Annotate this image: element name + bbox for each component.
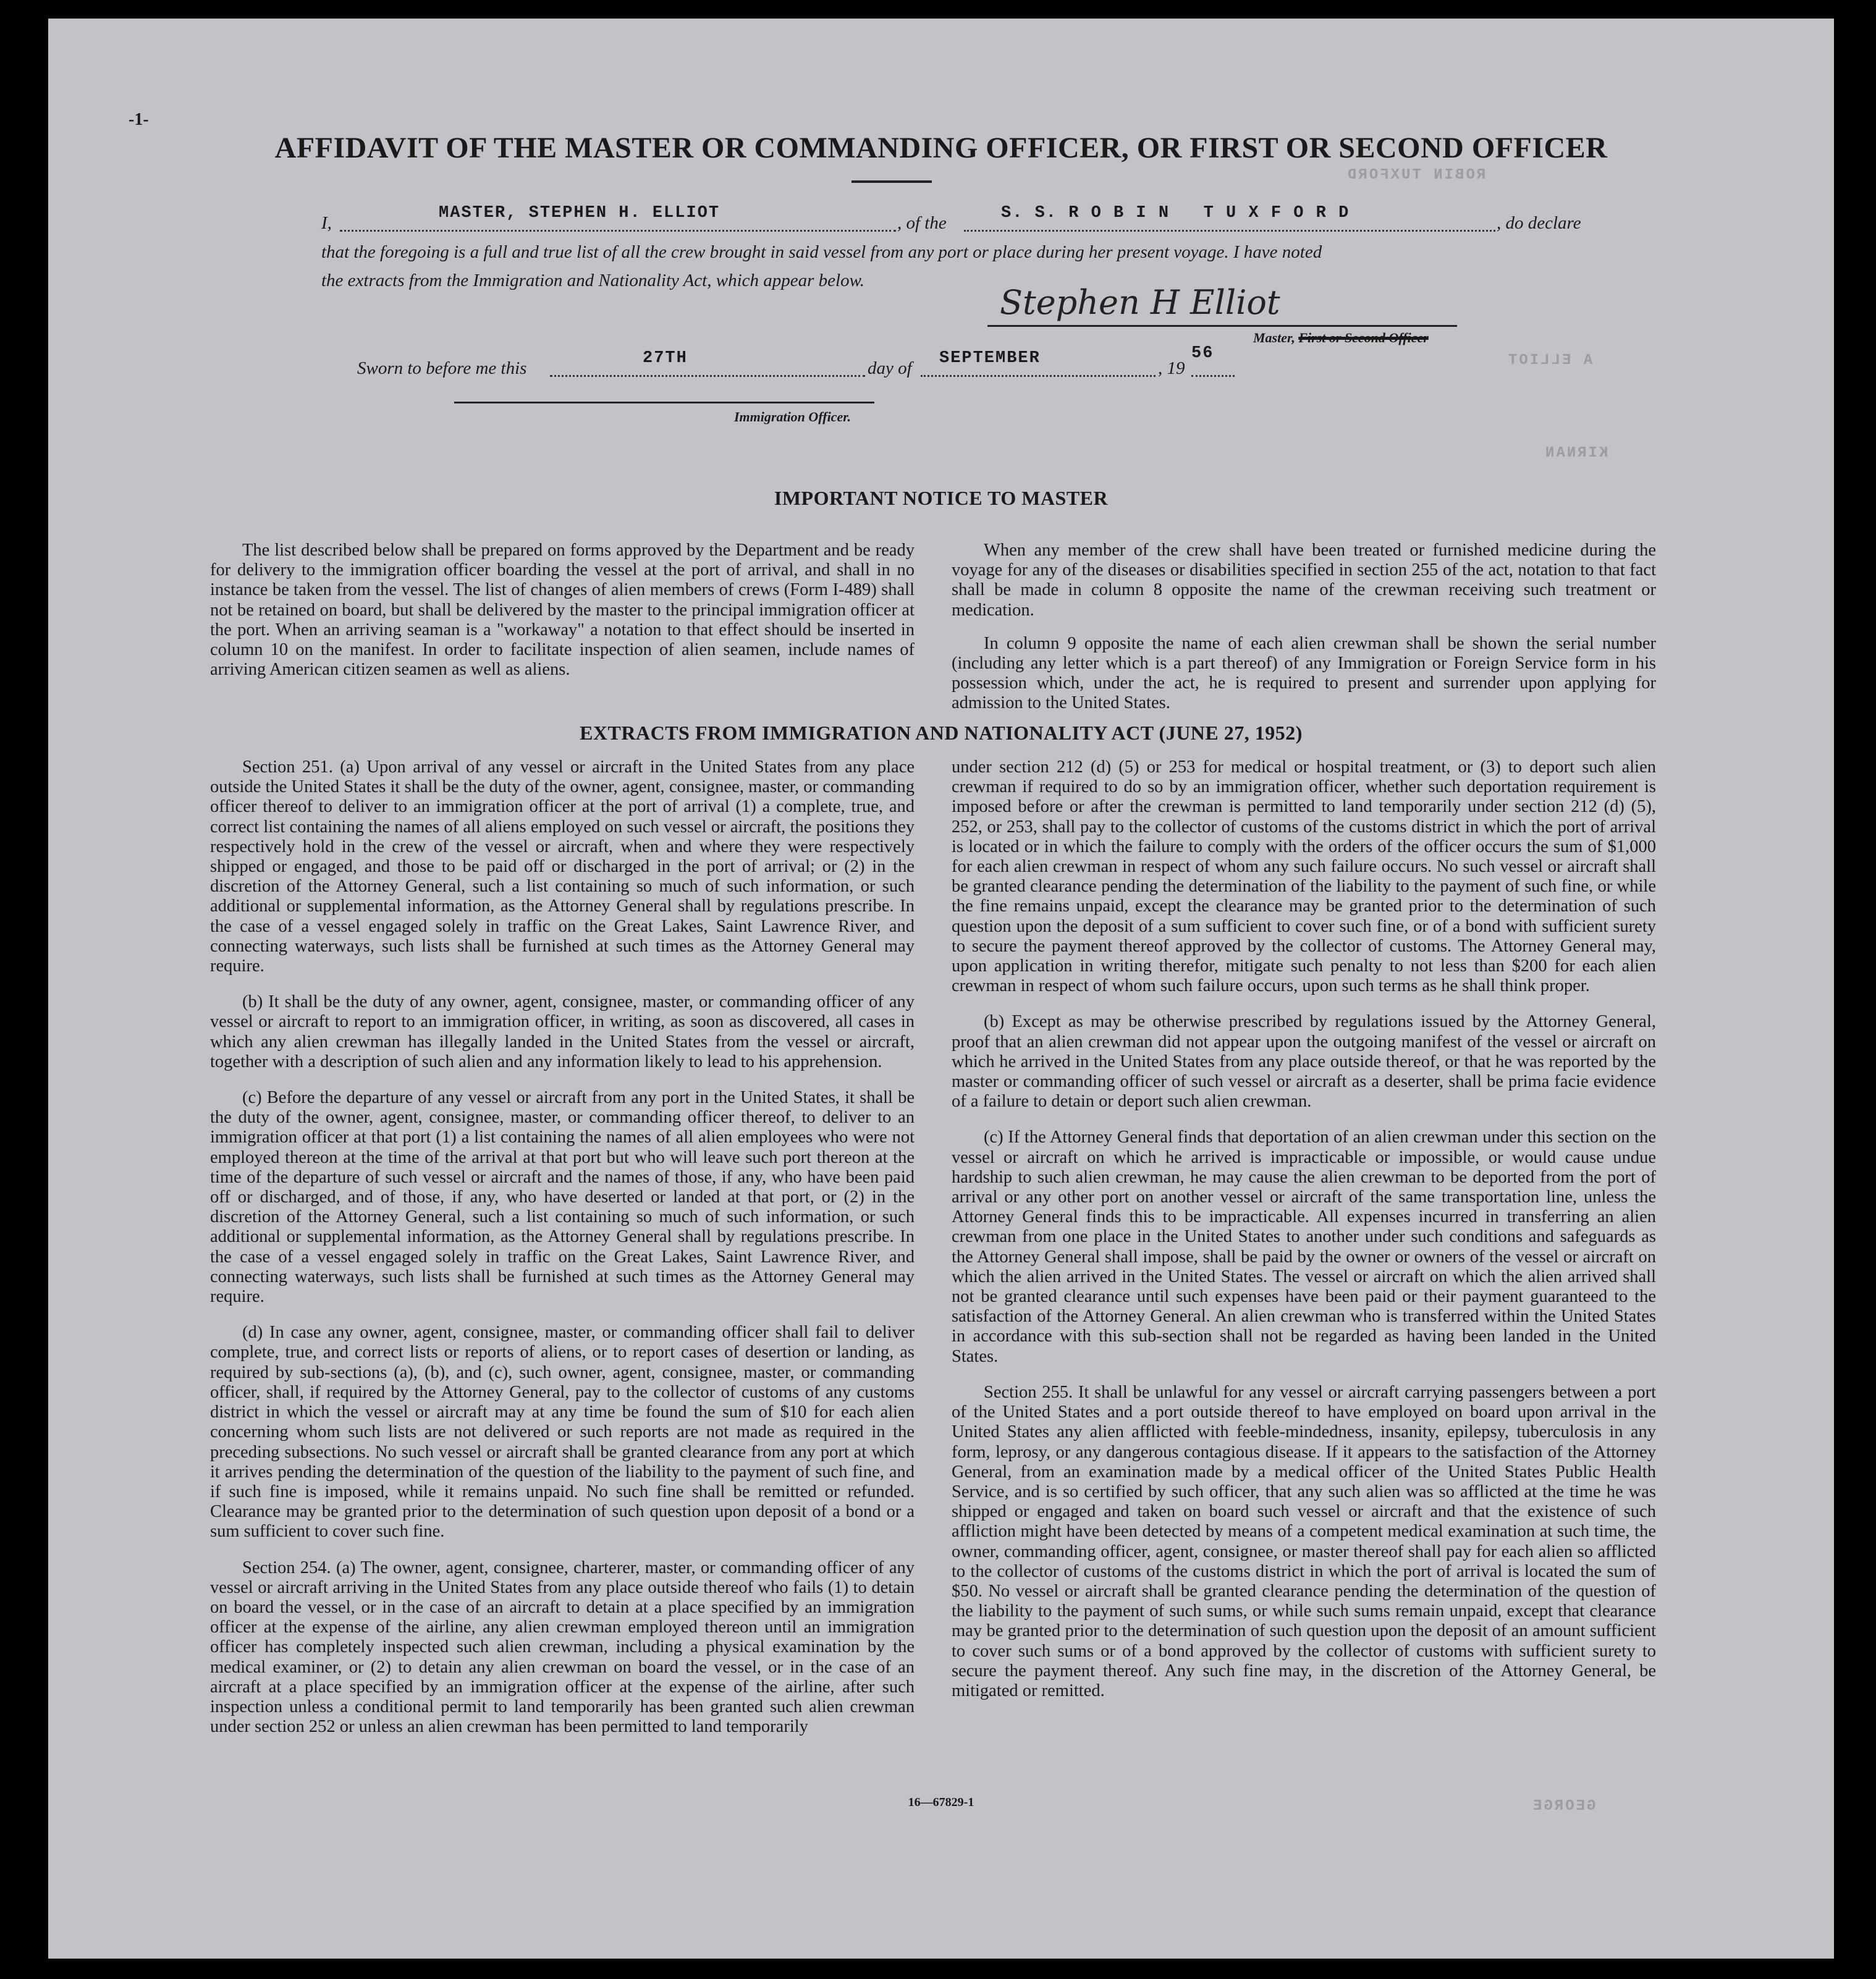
of-the-label: , of the	[897, 213, 947, 233]
section-254c: (c) If the Attorney General finds that deportation of an alien crewman under this section on the vessel or aircraft on which he arrived is impracticable or impossible, or would cause undue hardship to such alien crewman, he may cause the alien crewman to be deported from the port of arrival or any other port on another vessel or aircraft of the same transportation line, unless the Attorney General finds this to be impracticable. All expenses incurred in transferring an alien crewman from one place in the United States to another under such conditions and safeguards as the Attorney General shall impose, shall be paid by the owner or owners of the vessel or aircraft on which the alien arrived in the United States. The vessel or aircraft on which the alien arrived shall not be granted clearance until such expenses have been paid or their payment guaranteed to the satisfaction of the Attorney General. An alien crewman who is transferred within the United States in accordance with this sub-section shall not be regarded as having been landed in the United States.	[952, 1128, 1656, 1366]
section-251b: (b) It shall be the duty of any owner, agent, consignee, master, or commanding officer of any vessel or aircraft to report to an immigration officer, in writing, as soon as discovered, all cases in which any alien crewman has illegally landed in the United States from the vessel or aircraft, together with a description of such alien and any information likely to lead to his apprehension.	[210, 992, 915, 1071]
sworn-day-field	[550, 349, 865, 377]
master-name: MASTER, STEPHEN H. ELLIOT	[439, 204, 720, 222]
master-signature: Stephen H Elliot	[1000, 283, 1280, 322]
extracts-right-column	[952, 757, 1656, 1717]
section-251c: (c) Before the departure of any vessel or aircraft from any port in the United States, it shall be the duty of the owner, agent, consignee, master, or commanding officer thereof, to deliver to an immigration officer at that port (1) a list containing the names of all alien employees who were not employed thereon at the time of the arrival at that port but who will leave such port thereon at the time of the departure of such vessel or aircraft and the names of those, if any, who have been paid off or discharged, and of those, if any, who have deserted or landed at that port, or (2) in the discretion of the Attorney General, such a list containing so much of such information, or such additional or supplemental information, as the Attorney General shall by regulations prescribe. In the case of a vessel engaged solely in traffic on the Great Lakes, Saint Lawrence River, and connecting waterways, such lists shall be furnished at such times as the Attorney General may require.	[210, 1088, 915, 1307]
i-label: I,	[321, 213, 332, 233]
affidavit-line-2: that the foregoing is a full and true list of all the crew brought in said vessel from any port or place during her present voyage. I have noted	[321, 242, 1322, 262]
vessel-name-field	[964, 204, 1495, 232]
do-declare-label: , do declare	[1497, 213, 1581, 233]
struck-officer-caption: First or Second Officer	[1298, 330, 1429, 345]
notice-left-column	[210, 541, 915, 693]
master-name-field	[340, 204, 896, 232]
bleed-through-text: A ELLIOT	[1506, 352, 1593, 369]
affidavit-line-3: the extracts from the Immigration and Nationality Act, which appear below.	[321, 271, 865, 290]
signature-line	[987, 325, 1457, 327]
section-255: Section 255. It shall be unlawful for any vessel or aircraft carrying passengers between a port of the United States and a port outside thereof to have employed on board upon arrival in the United States any alien afflicted with feeble-mindedness, insanity, epilepsy, tuberculosis in any form, leprosy, or any dangerous contagious disease. If it appears to the satisfaction of the Attorney General, from an examination made by a medical officer of the United States Public Health Service, and is so certified by such officer, that any such alien was so afflicted at the time he was shipped or engaged and taken on board such vessel or aircraft and that the existence of such affliction might have been detected by means of a competent medical examination at such time, the owner, commanding officer, agent, consignee, or master thereof shall pay for each alien so afflicted to the collector of customs of the customs district in which the port of arrival is located the sum of $50. No vessel or aircraft shall be granted clearance pending the determination of the question of the liability to the payment of such sums, or while such sums remain unpaid, except that clearance may be granted prior to the determination of such question upon the deposit of an amount sufficient to cover such sums or of a bond approved by the collector of customs with sufficient surety to secure the payment thereof. Any such fine may, in the discretion of the Attorney General, be mitigated or remitted.	[952, 1382, 1656, 1700]
section-251a: Section 251. (a) Upon arrival of any vessel or aircraft in the United States from any place outside the United States it shall be the duty of the owner, agent, consignee, master, or commanding officer thereof to deliver to an immigration officer at the port of arrival (1) a complete, true, and correct list containing the names of all aliens employed on such vessel or aircraft, the positions they respectively hold in the crew of the vessel or aircraft, when and where they were respectively shipped or engaged, and those to be paid off or discharged in the port of arrival; or (2) in the discretion of the Attorney General, such a list containing so much of such information, or such additional or supplemental information, as the Attorney General shall by regulations prescribe. In the case of a vessel engaged solely in traffic on the Great Lakes, Saint Lawrence River, and connecting waterways, such lists shall be furnished at such times as the Attorney General may require.	[210, 757, 915, 976]
affidavit-title: AFFIDAVIT OF THE MASTER OR COMMANDING OFFICER, OR FIRST OR SECOND OFFICER	[274, 132, 1608, 164]
bleed-through-text: GEORGE	[1531, 1798, 1596, 1815]
sworn-day: 27TH	[643, 349, 688, 368]
vessel-name: S. S. R O B I N T U X F O R D	[1001, 204, 1350, 222]
immigration-officer-line	[454, 402, 874, 403]
title-rule	[851, 180, 932, 183]
section-254a: Section 254. (a) The owner, agent, consignee, charterer, master, or commanding officer of any vessel or aircraft arriving in the United States from any place outside thereof who fails (1) to detain on board the vessel, or in the case of an aircraft to detain at a place specified by an immigration officer at the expense of the airline, any alien crewman employed thereon until an immigration officer has completely inspected such alien crewman, including a physical examination by the medical examiner, or (2) to detain any alien crewman on board the vessel, or in the case of an aircraft at a place specified by an immigration officer at the expense of the airline, after such inspection unless a conditional permit to land temporarily has been granted such alien crewman under section 252 or unless an alien crewman has been permitted to land temporarily	[210, 1558, 915, 1737]
extracts-heading: EXTRACTS FROM IMMIGRATION AND NATIONALITY ACT (JUNE 27, 1952)	[580, 722, 1303, 744]
section-251d: (d) In case any owner, agent, consignee, master, or commanding officer shall fail to deliver complete, true, and correct lists or reports of aliens, or to report cases of desertion or landing, as required by sub-sections (a), (b), and (c), such owner, agent, consignee, master, or commanding officer, shall, if required by the Attorney General, pay to the collector of customs of any customs district in which the vessel or aircraft may at any time be found the sum of $10 for each alien concerning whom such lists are not delivered or such reports are not made as required in the preceding subsections. No such vessel or aircraft shall be granted clearance from any port at which it arrives pending the determination of the question of the liability to the payment of such fine, and if such fine is imposed, while it remains unpaid. No such fine shall be remitted or refunded. Clearance may be granted prior to the determination of such question upon deposit of a bond or a sum sufficient to cover such fine.	[210, 1323, 915, 1542]
year-prefix: , 19	[1158, 358, 1185, 378]
form-code: 16—67829-1	[908, 1795, 974, 1809]
notice-heading: IMPORTANT NOTICE TO MASTER	[774, 487, 1109, 509]
day-of-label: day of	[868, 358, 912, 378]
section-254a-continued: under section 212 (d) (5) or 253 for medical or hospital treatment, or (3) to deport such alien crewman if required to do so by an immigration officer, whether such deportation requirement is imposed before or after the crewman is permitted to land temporarily under section 212 (d) (5), 252, or 253, shall pay to the collector of customs of the customs district in which the port of arrival is located or in which the failure to comply with the orders of the officer occurs the sum of $1,000 for each alien crewman in respect of whom any such failure occurs. No such vessel or aircraft shall be granted clearance pending the determination of the liability to the payment of such fine, or while the fine remains unpaid, except the clearance may be granted prior to the determination of such question upon the deposit of a sum sufficient to cover such fine, or of a bond with sufficient surety to secure the payment thereof approved by the collector of customs. The Attorney General may, upon application in writing therefor, mitigate such penalty to not less than $200 for each alien crewman in respect of whom such failure occurs, upon such terms as he shall think proper.	[952, 757, 1656, 996]
immigration-officer-caption: Immigration Officer.	[734, 409, 851, 424]
sworn-month-field	[921, 349, 1156, 377]
bleed-through-text: KIRNAN	[1544, 445, 1608, 462]
notice-paragraph: In column 9 opposite the name of each alien crewman shall be shown the serial number (including any letter which is a part thereof) of any Immigration or Foreign Service form in his possession which, under the act, he is required to present and surrender upon applying for admission to the United States.	[952, 633, 1656, 713]
sworn-month: SEPTEMBER	[939, 349, 1041, 368]
extracts-left-column	[210, 757, 915, 1753]
page-marker: -1-	[129, 110, 149, 129]
sworn-year-field	[1191, 344, 1235, 377]
master-caption: Master, First or Second Officer	[1253, 330, 1429, 345]
sworn-year: 56	[1191, 344, 1214, 363]
bleed-through-text: ROBIN TUXFORD	[1346, 167, 1486, 184]
notice-paragraph: When any member of the crew shall have been treated or furnished medicine during the voyage for any of the diseases or disabilities specified in section 255 of the act, notation to that fact shall be made in column 8 opposite the name of the crewman receiving such treatment or medication.	[952, 541, 1656, 620]
notice-paragraph: The list described below shall be prepared on forms approved by the Department and be ready for delivery to the immigration officer boarding the vessel at the port of arrival, and shall in no instance be taken from the vessel. The list of changes of alien members of crews (Form I-489) shall not be retained on board, but shall be delivered by the master to the principal immigration officer at the port. When an arriving seaman is a "workaway" a notation to that effect should be inserted in column 10 on the manifest. In order to facilitate inspection of alien seamen, include names of arriving American citizen seamen as well as aliens.	[210, 541, 915, 680]
notice-right-column	[952, 541, 1656, 727]
section-254b: (b) Except as may be otherwise prescribed by regulations issued by the Attorney General, proof that an alien crewman did not appear upon the outgoing manifest of the vessel or aircraft on which he arrived in the United States from any place outside thereof, or that he was reported by the master or commanding officer of such vessel or aircraft as a deserter, shall be prima facie evidence of a failure to detain or deport such alien crewman.	[952, 1012, 1656, 1112]
sworn-label: Sworn to before me this	[357, 358, 527, 378]
document-sheet	[48, 19, 1834, 1959]
